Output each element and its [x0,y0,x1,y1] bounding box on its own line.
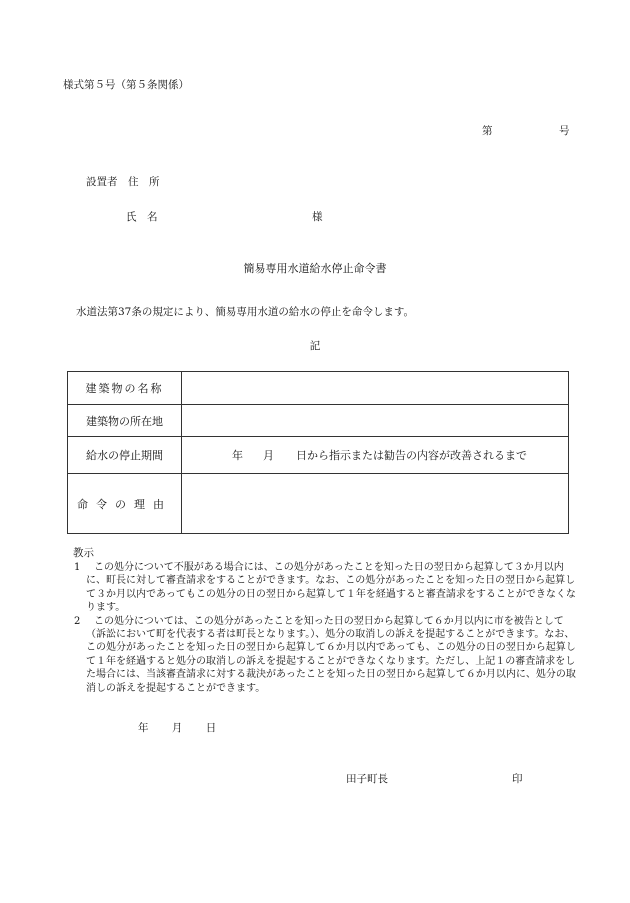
stop-period-label: 給水の停止期間 [68,437,182,474]
kyouji-label: 教示 [73,547,94,559]
table-row [68,437,569,474]
building-location-label: 建築物の所在地 [68,405,182,437]
recipient-address-label: 設置者 住 所 [86,176,160,188]
document-number [482,125,570,137]
note-number: 1 [74,562,81,573]
table-row [68,372,569,405]
recipient-honorific: 様 [312,211,323,223]
doc-number-go: 号 [559,125,570,137]
form-number: 様式第５号（第５条関係） [63,79,189,91]
order-reason-value [182,474,569,534]
recipient-name-label: 氏 名 [126,211,158,223]
issuer-title: 田子町長 [346,773,388,785]
intro-text: 水道法第37条の規定により、簡易専用水道の給水の停止を命令します。 [76,306,415,318]
note-2 [70,615,580,695]
note-text: この処分については、この処分があったことを知った日の翌日から起算して６か月以内に市を被告として（訴訟において町を代表する者は町長となります。）、処分の取消しの訴えを提起することができます。なお、この処分があったことを知った日の翌日から起算して６か月以内であっても、この処分の日の翌日から起算して１年を経過すると処分の取消しの訴えを提起することができなくなります。ただし、上記１の審査請求をした場合には、当該審査請求に対する裁決があったことを知った日の翌日から起算して６か月以内に、処分の取消しの訴えを提起することができます。 [86,615,576,694]
note-1 [70,561,580,615]
ki-heading: 記 [309,340,321,352]
building-name-value [182,372,569,405]
date-year: 年 [138,722,149,734]
stop-period-value [182,437,569,474]
note-number: 2 [74,615,81,627]
date-month: 月 [171,722,183,734]
building-location-value [182,405,569,437]
table-row [68,474,569,534]
note-text: この処分について不服がある場合には、この処分があったことを知った日の翌日から起算して３か月以内に、町長に対して審査請求をすることができます。なお、この処分があったことを知った日の翌日から起算して３か月以内であってもこの処分の日の翌日から起算して１年を経過すると審査請求をすることができなくなります。 [86,562,576,614]
period-month: 月 [263,449,274,462]
building-name-label: 建築物の名称 [68,372,182,405]
document-title: 簡易専用水道給水停止命令書 [243,262,387,275]
table-row [68,405,569,437]
period-year: 年 [232,449,243,462]
appeal-notes [70,561,580,695]
order-reason-label: 命令の理由 [68,474,182,534]
issuer-seal: 印 [512,773,523,785]
period-rest: 日から指示または勧告の内容が改善されるまで [296,449,527,462]
doc-number-dai: 第 [482,125,493,137]
order-details-table [67,371,569,534]
date-day: 日 [205,722,217,734]
issue-date [138,723,216,734]
